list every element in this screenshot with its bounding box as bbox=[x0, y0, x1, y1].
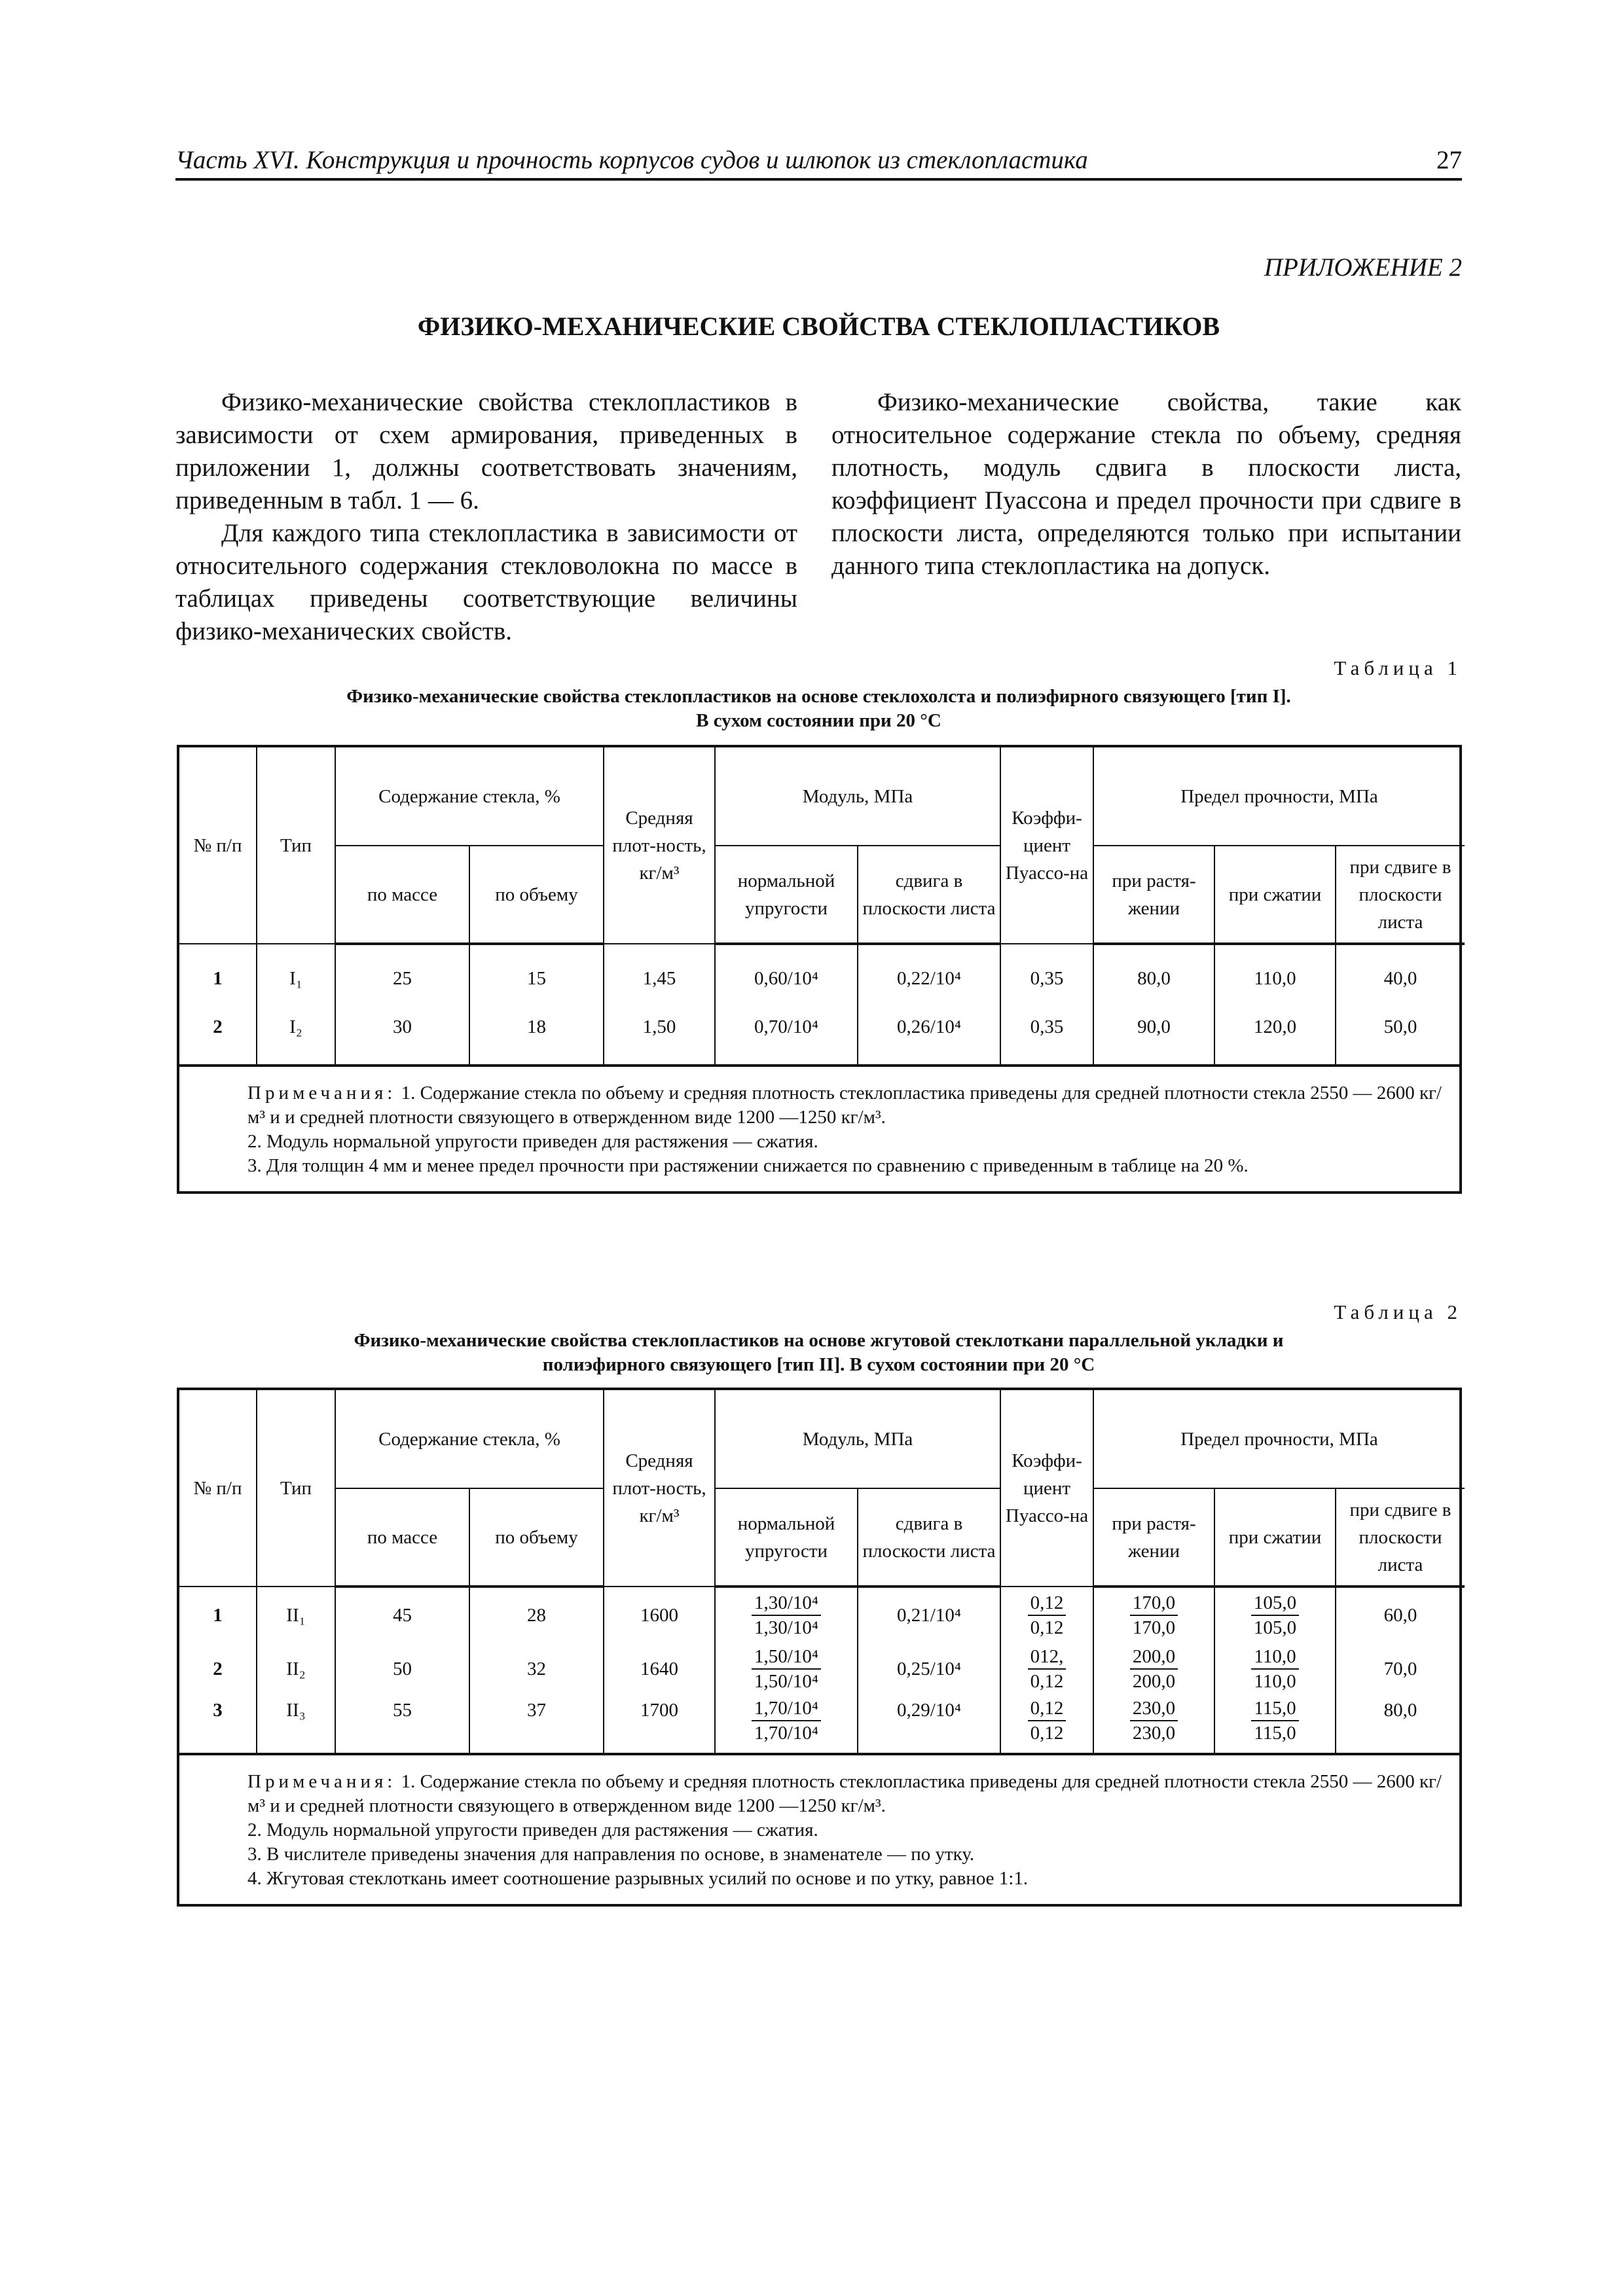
fraction-numerator: 1,70/10⁴ bbox=[752, 1696, 821, 1721]
cell-type: II₂ bbox=[257, 1643, 335, 1695]
cell-num: 2 bbox=[179, 1012, 257, 1064]
table2-notes bbox=[179, 1753, 1459, 1904]
cell-volume: 37 bbox=[469, 1695, 604, 1753]
header-density: Средняя плот-ность, кг/м³ bbox=[604, 1390, 715, 1587]
fraction bbox=[1028, 1696, 1067, 1745]
fraction-denominator: 170,0 bbox=[1132, 1617, 1176, 1638]
cell-density: 1600 bbox=[604, 1587, 715, 1643]
cell-mass: 25 bbox=[335, 944, 469, 1012]
table1-caption bbox=[175, 685, 1462, 733]
table2-label: Таблица 2 bbox=[1334, 1300, 1462, 1323]
cell-num: 1 bbox=[179, 944, 257, 1012]
header-normal: нормальной упругости bbox=[715, 846, 858, 944]
cell-volume: 32 bbox=[469, 1643, 604, 1695]
cell-num: 2 bbox=[179, 1643, 257, 1695]
fraction-denominator: 230,0 bbox=[1132, 1723, 1176, 1744]
fraction bbox=[752, 1591, 821, 1640]
cell-mass: 45 bbox=[335, 1587, 469, 1643]
fraction bbox=[1130, 1645, 1178, 1693]
fraction-numerator: 200,0 bbox=[1130, 1645, 1178, 1670]
header-strength: Предел прочности, МПа bbox=[1093, 1390, 1465, 1488]
header-by-mass: по массе bbox=[335, 846, 469, 944]
cell-poisson: 0,35 bbox=[1000, 944, 1093, 1012]
page-title: ФИЗИКО-МЕХАНИЧЕСКИЕ СВОЙСТВА СТЕКЛОПЛАСТИКОВ bbox=[417, 312, 1220, 341]
header-tension: при растя-жении bbox=[1093, 1488, 1214, 1587]
fraction-denominator: 0,12 bbox=[1030, 1723, 1064, 1744]
notes-label: Примечания: bbox=[247, 1771, 397, 1792]
fraction bbox=[1251, 1696, 1298, 1745]
notes-label: Примечания: bbox=[247, 1083, 397, 1103]
header-modulus: Модуль, МПа bbox=[715, 747, 1000, 846]
running-head-title: Часть XVI. Конструкция и прочность корпусов судов и шлюпок из стеклопластика bbox=[175, 146, 1088, 174]
fraction-denominator: 0,12 bbox=[1030, 1617, 1064, 1638]
intro-right-column bbox=[831, 386, 1461, 583]
fraction-numerator: 230,0 bbox=[1130, 1696, 1178, 1721]
cell-volume: 18 bbox=[469, 1012, 604, 1064]
cell-mass: 55 bbox=[335, 1695, 469, 1753]
fraction-numerator: 012, bbox=[1028, 1645, 1067, 1670]
cell-shear: 0,26/10⁴ bbox=[858, 1012, 1000, 1064]
fraction-numerator: 115,0 bbox=[1251, 1696, 1298, 1721]
cell-tension bbox=[1093, 1587, 1214, 1643]
header-shear-strength: при сдвиге в плоскости листа bbox=[1336, 846, 1465, 944]
table-row bbox=[179, 1587, 1465, 1643]
fraction-numerator: 1,30/10⁴ bbox=[752, 1591, 821, 1616]
table1-notes bbox=[179, 1064, 1459, 1191]
fraction-numerator: 0,12 bbox=[1028, 1591, 1067, 1616]
header-compression: при сжатии bbox=[1214, 1488, 1336, 1587]
header-tension: при растя-жении bbox=[1093, 846, 1214, 944]
cell-poisson bbox=[1000, 1695, 1093, 1753]
fraction bbox=[1028, 1591, 1067, 1640]
fraction bbox=[1028, 1645, 1067, 1693]
cell-shear: 0,22/10⁴ bbox=[858, 944, 1000, 1012]
header-rule bbox=[175, 178, 1462, 181]
cell-normal: 0,70/10⁴ bbox=[715, 1012, 858, 1064]
fraction-numerator: 110,0 bbox=[1251, 1645, 1298, 1670]
cell-density: 1,50 bbox=[604, 1012, 715, 1064]
cell-num: 3 bbox=[179, 1695, 257, 1753]
fraction-numerator: 1,50/10⁴ bbox=[752, 1645, 821, 1670]
cell-density: 1640 bbox=[604, 1643, 715, 1695]
table1-caption-line1: Физико-механические свойства стеклопластиков на основе стеклохолста и полиэфирного связующего [тип I]. bbox=[346, 686, 1291, 707]
table-row bbox=[179, 1012, 1465, 1064]
note-item: 3. В числителе приведены значения для направления по основе, в знаменателе — по утку. bbox=[247, 1844, 975, 1865]
header-type: Тип bbox=[257, 1390, 335, 1587]
cell-density: 1700 bbox=[604, 1695, 715, 1753]
header-by-volume: по объему bbox=[469, 1488, 604, 1587]
header-shear: сдвига в плоскости листа bbox=[858, 846, 1000, 944]
fraction-denominator: 105,0 bbox=[1253, 1617, 1297, 1638]
fraction-numerator: 0,12 bbox=[1028, 1696, 1067, 1721]
fraction-denominator: 1,50/10⁴ bbox=[754, 1671, 818, 1692]
note-item: 1. Содержание стекла по объему и средняя плотность стеклопластика приведены для средней плотности стекла 2550 — 2600 кг/м³ и и средней плотности связующего в отвержденном виде 1200 —1250 кг/м³. bbox=[247, 1083, 1442, 1128]
fraction-denominator: 110,0 bbox=[1254, 1671, 1296, 1692]
cell-type: II₁ bbox=[257, 1587, 335, 1643]
fraction-denominator: 200,0 bbox=[1132, 1671, 1176, 1692]
fraction-denominator: 115,0 bbox=[1254, 1723, 1296, 1744]
cell-normal: 0,60/10⁴ bbox=[715, 944, 858, 1012]
cell-shear: 0,21/10⁴ bbox=[858, 1587, 1000, 1643]
cell-normal bbox=[715, 1643, 858, 1695]
cell-normal bbox=[715, 1587, 858, 1643]
header-modulus: Модуль, МПа bbox=[715, 1390, 1000, 1488]
cell-volume: 15 bbox=[469, 944, 604, 1012]
cell-shear-strength: 80,0 bbox=[1336, 1695, 1465, 1753]
cell-tension: 80,0 bbox=[1093, 944, 1214, 1012]
header-num: № п/п bbox=[179, 1390, 257, 1587]
cell-shear-strength: 40,0 bbox=[1336, 944, 1465, 1012]
cell-compression bbox=[1214, 1643, 1336, 1695]
fraction bbox=[1130, 1591, 1178, 1640]
header-strength: Предел прочности, МПа bbox=[1093, 747, 1465, 846]
cell-volume: 28 bbox=[469, 1587, 604, 1643]
fraction-numerator: 170,0 bbox=[1130, 1591, 1178, 1616]
table-row bbox=[179, 1695, 1465, 1753]
cell-type: I₂ bbox=[257, 1012, 335, 1064]
note-item: 2. Модуль нормальной упругости приведен для растяжения — сжатия. bbox=[247, 1131, 818, 1152]
note-item: 3. Для толщин 4 мм и менее предел прочности при растяжении снижается по сравнению с приведенным в таблице на 20 %. bbox=[247, 1155, 1249, 1176]
cell-shear-strength: 50,0 bbox=[1336, 1012, 1465, 1064]
header-glass: Содержание стекла, % bbox=[335, 1390, 604, 1488]
cell-shear: 0,25/10⁴ bbox=[858, 1643, 1000, 1695]
cell-compression: 110,0 bbox=[1214, 944, 1336, 1012]
note-item: 2. Модуль нормальной упругости приведен для растяжения — сжатия. bbox=[247, 1820, 818, 1840]
cell-density: 1,45 bbox=[604, 944, 715, 1012]
table-row bbox=[179, 1643, 1465, 1695]
fraction-denominator: 1,70/10⁴ bbox=[754, 1723, 818, 1744]
header-density: Средняя плот-ность, кг/м³ bbox=[604, 747, 715, 944]
cell-poisson: 0,35 bbox=[1000, 1012, 1093, 1064]
cell-tension bbox=[1093, 1643, 1214, 1695]
cell-type: II₃ bbox=[257, 1695, 335, 1753]
table2-caption bbox=[175, 1329, 1462, 1377]
table-row bbox=[179, 944, 1465, 1012]
intro-left-column bbox=[175, 386, 797, 648]
cell-shear: 0,29/10⁴ bbox=[858, 1695, 1000, 1753]
header-by-volume: по объему bbox=[469, 846, 604, 944]
note-item: 4. Жгутовая стеклоткань имеет соотношение разрывных усилий по основе и по утку, равное 1:1. bbox=[247, 1868, 1029, 1889]
fraction bbox=[1251, 1591, 1299, 1640]
cell-poisson bbox=[1000, 1643, 1093, 1695]
intro-paragraph: Для каждого типа стеклопластика в зависимости от относительного содержания стекловолокна по массе в таблицах приведены соответствующие величины физико-механических свойств. bbox=[175, 519, 797, 645]
table2 bbox=[177, 1388, 1462, 1907]
header-poisson: Коэффи-циент Пуассо-на bbox=[1000, 1390, 1093, 1587]
note-item: 1. Содержание стекла по объему и средняя плотность стеклопластика приведены для средней плотности стекла 2550 — 2600 кг/м³ и и средней плотности связующего в отвержденном виде 1200 —1250 кг/м³. bbox=[247, 1771, 1442, 1816]
header-type: Тип bbox=[257, 747, 335, 944]
header-glass: Содержание стекла, % bbox=[335, 747, 604, 846]
fraction bbox=[752, 1696, 821, 1745]
cell-type: I₁ bbox=[257, 944, 335, 1012]
fraction bbox=[1251, 1645, 1298, 1693]
header-by-mass: по массе bbox=[335, 1488, 469, 1587]
cell-compression bbox=[1214, 1695, 1336, 1753]
table1-grid bbox=[179, 747, 1465, 1064]
cell-shear-strength: 70,0 bbox=[1336, 1643, 1465, 1695]
header-num: № п/п bbox=[179, 747, 257, 944]
cell-compression: 120,0 bbox=[1214, 1012, 1336, 1064]
header-compression: при сжатии bbox=[1214, 846, 1336, 944]
page-number: 27 bbox=[1436, 146, 1462, 174]
cell-poisson bbox=[1000, 1587, 1093, 1643]
table1-caption-line2: В сухом состоянии при 20 °С bbox=[696, 710, 941, 731]
fraction-denominator: 0,12 bbox=[1030, 1671, 1064, 1692]
cell-tension: 90,0 bbox=[1093, 1012, 1214, 1064]
intro-paragraph: Физико-механические свойства стеклопластиков в зависимости от схем армирования, приведенных в приложении 1, должны соответствовать значениям, приведенным в табл. 1 — 6. bbox=[175, 388, 797, 514]
table1 bbox=[177, 745, 1462, 1194]
cell-compression bbox=[1214, 1587, 1336, 1643]
table2-caption-line1: Физико-механические свойства стеклопластиков на основе жгутовой стеклоткани параллельной укладки и bbox=[354, 1330, 1284, 1351]
intro-paragraph: Физико-механические свойства, такие как относительное содержание стекла по объему, средняя плотность, модуль сдвига в плоскости листа, коэффициент Пуассона и предел прочности при сдвиге в плоскости листа, определяются только при испытании данного типа стеклопластика на допуск. bbox=[831, 388, 1461, 580]
fraction bbox=[752, 1645, 821, 1693]
fraction-numerator: 105,0 bbox=[1251, 1591, 1299, 1616]
cell-tension bbox=[1093, 1695, 1214, 1753]
header-shear: сдвига в плоскости листа bbox=[858, 1488, 1000, 1587]
cell-num: 1 bbox=[179, 1587, 257, 1643]
fraction-denominator: 1,30/10⁴ bbox=[754, 1617, 818, 1638]
table1-label: Таблица 1 bbox=[1334, 656, 1462, 679]
appendix-label: ПРИЛОЖЕНИЕ 2 bbox=[1264, 253, 1462, 281]
cell-mass: 30 bbox=[335, 1012, 469, 1064]
header-normal: нормальной упругости bbox=[715, 1488, 858, 1587]
fraction bbox=[1130, 1696, 1178, 1745]
header-shear-strength: при сдвиге в плоскости листа bbox=[1336, 1488, 1465, 1587]
cell-shear-strength: 60,0 bbox=[1336, 1587, 1465, 1643]
table2-grid bbox=[179, 1390, 1465, 1753]
cell-normal bbox=[715, 1695, 858, 1753]
header-poisson: Коэффи-циент Пуассо-на bbox=[1000, 747, 1093, 944]
cell-mass: 50 bbox=[335, 1643, 469, 1695]
table2-caption-line2: полиэфирного связующего [тип II]. В сухом состоянии при 20 °С bbox=[542, 1354, 1095, 1375]
